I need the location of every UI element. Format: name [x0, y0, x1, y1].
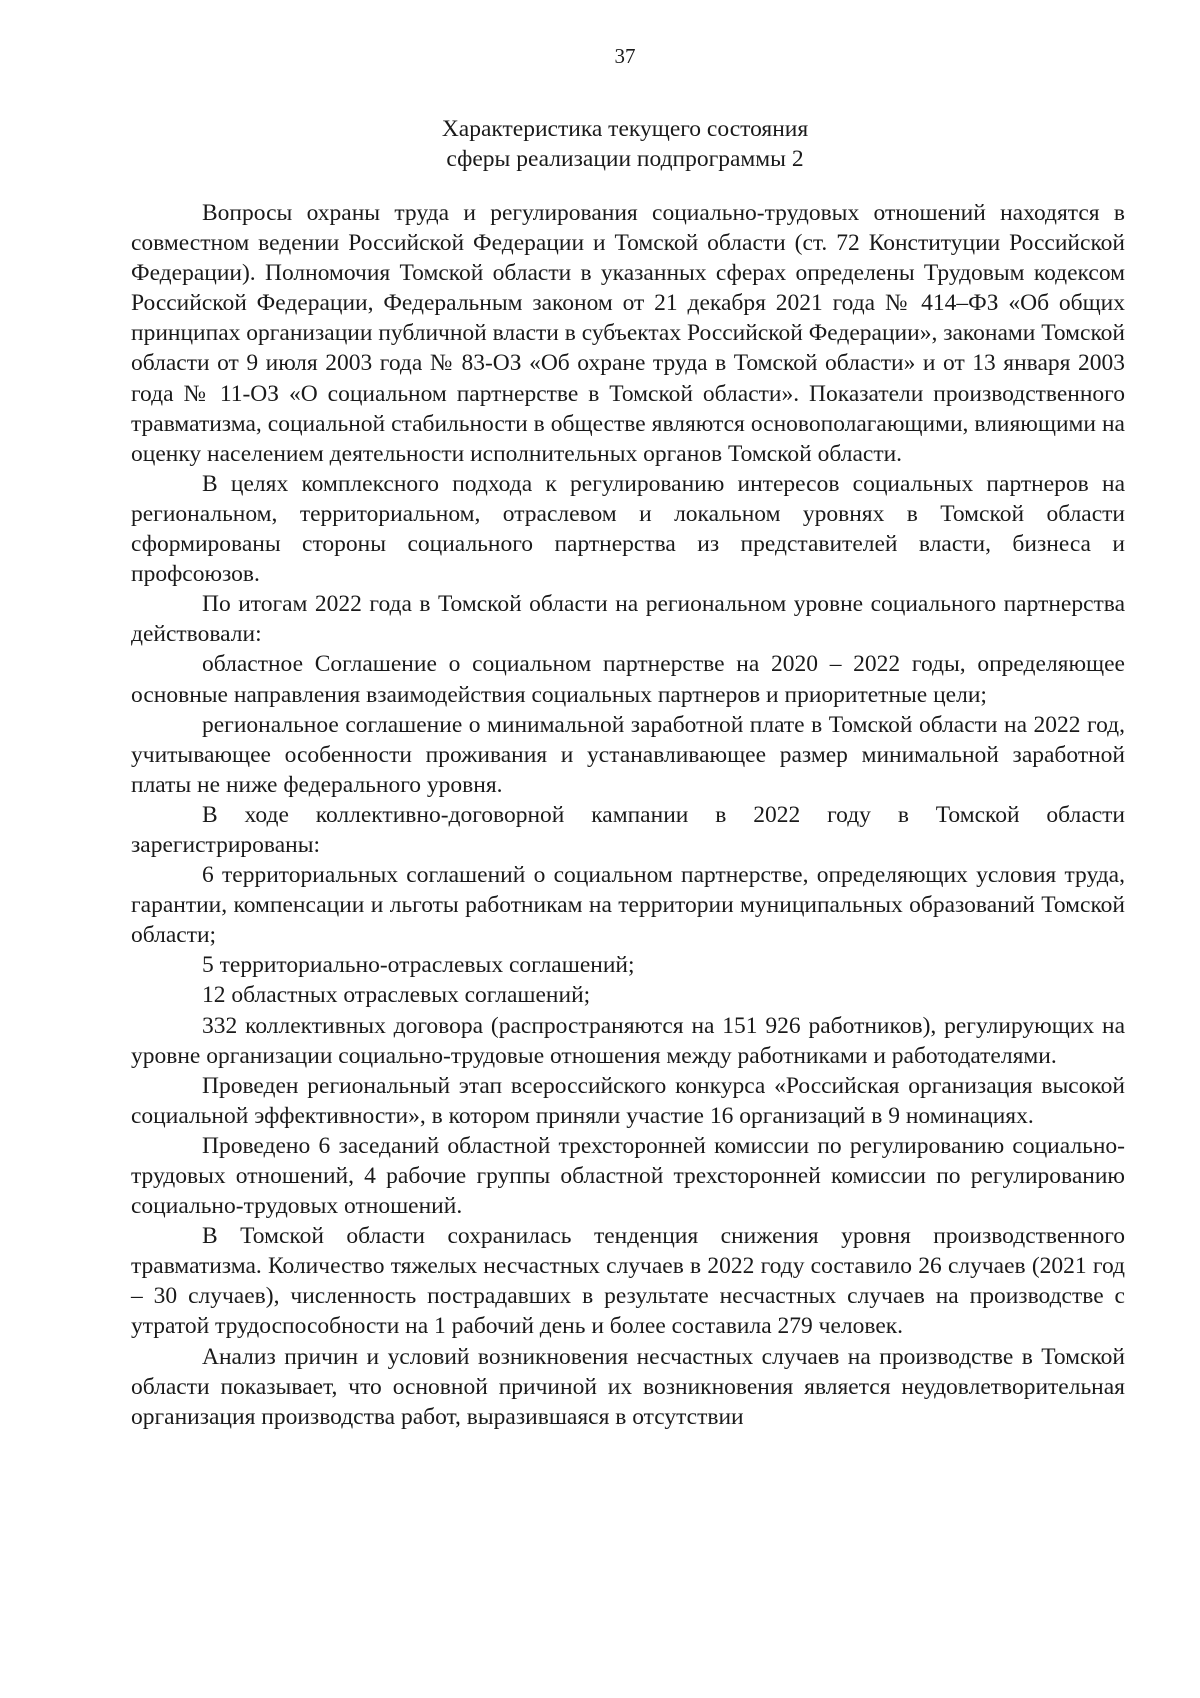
paragraph-regional-agreement: областное Соглашение о социальном партнерстве на 2020 – 2022 годы, определяющее основные направления взаимодействия социальных партнеров и приоритетные цели;: [131, 651, 1125, 708]
paragraph-competition: Проведен региональный этап всероссийского конкурса «Российская организация высокой социальной эффективности», в котором приняли участие 16 организаций в 9 номинациях.: [131, 1072, 1125, 1129]
section-title-line-2: сферы реализации подпрограммы 2: [446, 146, 804, 172]
paragraph-regional-sectoral-agreements: 12 областных отраслевых соглашений;: [202, 982, 591, 1009]
paragraph-territorial-sectoral-agreements: 5 территориально-отраслевых соглашений;: [202, 952, 635, 979]
paragraph-commission-meetings: Проведено 6 заседаний областной трехсторонней комиссии по регулированию социально-трудовых отношений, 4 рабочие группы областной трехсторонней комиссии по регулированию социально-трудовых отношений.: [131, 1132, 1125, 1220]
paragraph-collective-contracts: 332 коллективных договора (распространяются на 151 926 работников), регулирующих на уровне организации социально-трудовые отношения между работниками и работодателями.: [131, 1012, 1125, 1069]
paragraph-injury-statistics: В Томской области сохранилась тенденция снижения уровня производственного травматизма. Количество тяжелых несчастных случаев в 2022 году составило 26 случаев (2021 год – 30 случаев), численность пострадавших в результате несчастных случаев на производстве с утратой трудоспособности на 1 рабочий день и более составила 279 человек.: [131, 1223, 1125, 1340]
paragraph-social-partnership-sides: В целях комплексного подхода к регулированию интересов социальных партнеров на региональном, территориальном, отраслевом и локальном уровнях в Томской области сформированы стороны социального партнерства из представителей власти, бизнеса и профсоюзов.: [131, 470, 1125, 588]
paragraph-accident-analysis: Анализ причин и условий возникновения несчастных случаев на производстве в Томской области показывает, что основной причиной их возникновения является неудовлетворительная организация производства работ, выразившаяся в отсутствии: [131, 1343, 1125, 1430]
section-title: [0, 114, 1200, 174]
paragraph-territorial-agreements: 6 территориальных соглашений о социальном партнерстве, определяющих условия труда, гарантии, компенсации и льготы работникам на территории муниципальных образований Томской области;: [131, 862, 1125, 949]
paragraph-legal-basis: Вопросы охраны труда и регулирования социально-трудовых отношений находятся в совместном ведении Российской Федерации и Томской области (ст. 72 Конституции Российской Федерации). Полномочия Томской области в указанных сферах определены Трудовым кодексом Российской Федерации, Федеральным законом от 21 декабря 2021 года № 414–ФЗ «Об общих принципах организации публичной власти в субъектах Российской Федерации», законами Томской области от 9 июля 2003 года № 83-ОЗ «Об охране труда в Томской области» и от 13 января 2003 года № 11-ОЗ «О социальном партнерстве в Томской области». Показатели производственного травматизма, социальной стабильности в обществе являются основополагающими, влияющими на оценку населением деятельности исполнительных органов Томской области.: [131, 200, 1125, 467]
body-text: [131, 198, 1125, 1432]
paragraph-regional-agreements-intro: По итогам 2022 года в Томской области на региональном уровне социального партнерства действовали:: [131, 591, 1125, 648]
section-title-line-1: Характеристика текущего состояния: [441, 116, 809, 142]
paragraph-collective-campaign-intro: В ходе коллективно-договорной кампании в 2022 году в Томской области зарегистрированы:: [131, 801, 1125, 858]
page-number: 37: [614, 44, 636, 68]
paragraph-minimum-wage-agreement: региональное соглашение о минимальной заработной плате в Томской области на 2022 год, учитывающее особенности проживания и устанавливающее размер минимальной заработной платы не ниже федерального уровня.: [131, 711, 1125, 798]
